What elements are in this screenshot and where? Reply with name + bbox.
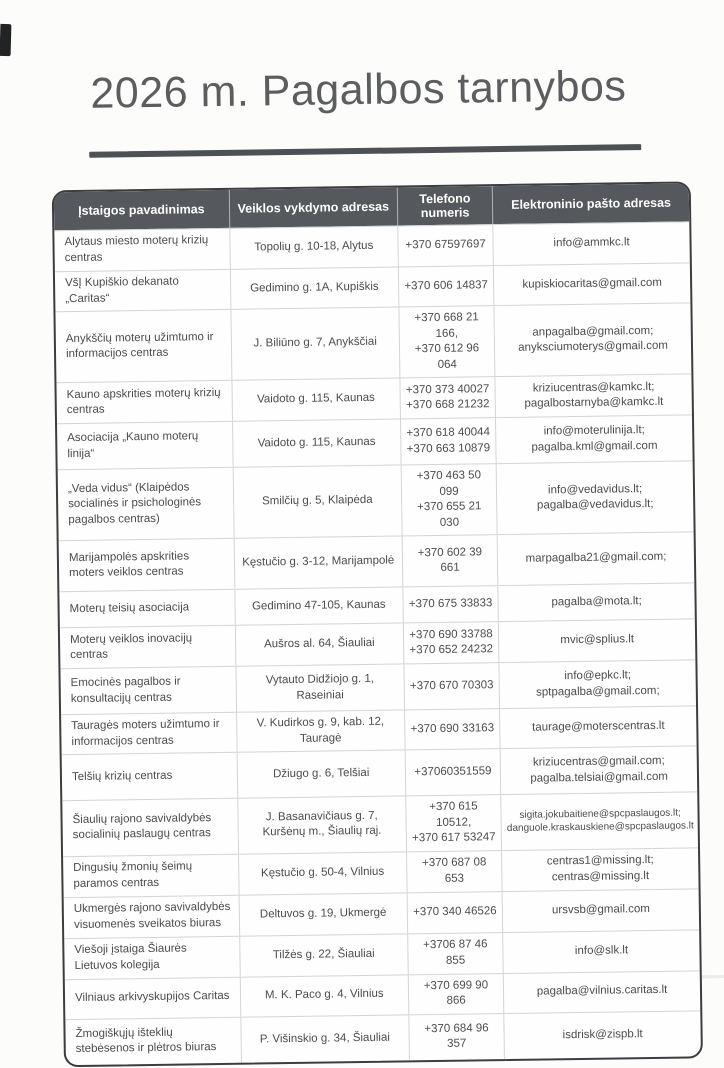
table-row [62,792,698,856]
cell-address: Vytauto Didžiojo g. 1, Raseiniai [235,665,404,712]
cell-phone: +370 373 40027 +370 668 21232 [399,377,495,418]
cell-address: Aušros al. 64, Šiauliai [234,624,403,666]
cell-name: Asociacija „Kauno moterų linija“ [67,430,199,460]
title-underline [89,144,641,158]
col-header-address: Veiklos vykdymo adresas [228,187,397,227]
cell-address: J. Biliūno g. 7, Anykščiai [230,307,399,379]
page-title: 2026 m. Pagalbos tarnybos [90,62,627,118]
cell-email: info@vedavidus.lt; pagalba@vedavidus.lt; [496,461,694,534]
cell-email: anpagalba@gmail.com; anyksciumoterys@gmail.com [494,303,692,376]
table-row [60,660,696,715]
cell-email: pagalba@mota.lt; [497,584,694,622]
cell-name: Kauno apskrities moterų krizių centras [66,386,221,417]
cell-address: Vaidoto g. 115, Kaunas [231,379,400,421]
cell-email: info@moterulinija.lt; pagalba.kml@gmail.com [495,415,692,463]
col-header-phone: Telefono numeris [397,186,493,225]
cell-name: Vilniaus arkivyskupijos Caritas [74,990,230,1005]
cell-address: Topolių g. 10-18, Alytus [229,226,398,268]
cell-address: M. K. Paco g. 4, Vilnius [239,975,408,1016]
cell-email: kupiskiocaritas@gmail.com [493,263,690,305]
cell-name: Ukmergės rajono savivaldybės visuomenės sveikatos biuras [73,901,231,931]
cell-address: P. Višinskio g. 34, Šiauliai [240,1015,409,1062]
cell-email: taurage@moterscentras.lt [499,707,696,749]
cell-phone: +370 668 21 166, +370 612 96 064 [398,306,494,377]
cell-name: Tauragės moters užimtumo ir informacijos centras [71,718,220,748]
cell-address: Vaidoto g. 115, Kaunas [232,420,401,467]
cell-email: ursvsb@gmail.com [502,889,699,932]
table-row [59,532,695,592]
table-row [55,302,691,382]
cell-address: Džiugo g. 6, Telšiai [236,751,405,798]
cell-name: Marijampolės apskrities moters veiklos centras [68,550,190,580]
cell-phone: +370 463 50 099 +370 655 21 030 [401,464,497,535]
cell-name: Telšių krizių centras [71,769,173,783]
cell-name: Žmogiškųjų išteklių stebėsenos ir plėtros biuras [75,1026,217,1056]
cell-phone: +370 690 33163 [404,709,500,749]
cell-phone: +37060351559 [405,749,501,795]
cell-email: kriziucentras@kamkc.lt; pagalbostarnyba@kamkc.lt [495,374,692,417]
cell-name: Moterų veiklos inovacijų centras [69,632,193,662]
cell-address: Smilčių g. 5, Klaipėda [232,466,401,538]
cell-phone: +370 699 90 866 [408,974,504,1014]
cell-phone: +3706 87 46 855 [407,933,503,974]
cell-email: sigita.jokubaitiene@spcpaslaugos.lt; danguole.kraskauskiene@spcpaslaugos.lt [500,793,699,850]
table-row [65,1010,701,1065]
cell-address: Kęstučio g. 3-12, Marijampolė [233,537,402,589]
cell-email: isdrisk@zispb.lt [503,1011,700,1059]
cell-name: Šiaulių rajono savivaldybės socialinių paslaugų centras [72,812,212,842]
cell-name: Moterų teisių asociacija [69,601,190,615]
cell-phone: +370 615 10512, +370 617 53247 [405,795,501,851]
cell-phone: +370 670 70303 [403,663,499,709]
cell-name: Viešoji įstaiga Šiaurės Lietuvos kolegija [74,942,187,972]
cell-address: Deltuvos g. 19, Ukmergė [238,893,407,935]
cell-address: J. Basanavičiaus g. 7, Kuršėnų m., Šiaulių raj. [237,797,406,854]
cell-phone: +370 687 08 653 [406,851,502,892]
cell-name: VšĮ Kupiškio dekanato „Caritas“ [64,275,179,305]
cell-address: Kęstučio g. 50-4, Vilnius [238,852,407,894]
table-row [58,460,694,540]
cell-address: V. Kudirkos g. 9, kab. 12, Tauragė [236,711,405,752]
cell-phone: +370 340 46526 [407,892,503,933]
cell-phone: +370 684 96 357 [408,1014,504,1060]
cell-name: Anykščių moterų užimtumo ir informacijos centras [65,330,214,361]
table-row [62,746,698,801]
cell-name: Dingusių žmonių šeimų paramos centras [73,860,193,890]
cell-phone: +370 618 40044 +370 663 10879 [400,418,496,464]
cell-email: mvic@splius.lt [498,620,695,663]
cell-email: info@ammkc.lt [492,222,689,265]
cell-phone: +370 690 33788 +370 652 24232 [403,622,499,663]
cell-address: Tilžės g. 22, Šiauliai [239,934,408,976]
cell-phone: +370 602 39 661 [402,535,498,586]
cell-name: „Veda vidus“ (Klaipėdos socialinės ir psichologinės pagalbos centras) [67,481,202,526]
cell-name: Alytaus miesto moterų krizių centras [64,234,209,265]
cell-name: Emocinės pagalbos ir konsultacijų centras [70,675,181,705]
cell-email: info@epkc.lt; sptpagalba@gmail.com; [499,661,696,709]
cell-email: pagalba@vilnius.caritas.lt [503,971,700,1013]
cell-phone: +370 606 14837 [398,266,494,306]
cell-email: marpagalba21@gmail.com; [497,533,695,586]
cell-phone: +370 675 33833 [402,586,498,622]
col-header-institution: Įstaigos pavadinimas [78,201,205,218]
cell-email: info@slk.lt [502,930,699,973]
help-services-table [52,181,703,1067]
col-header-email: Elektroninio pašto adresas [492,183,689,224]
table-row [57,414,693,469]
cell-address: Gedimino g. 1A, Kupiškis [230,267,399,308]
cell-email: centras1@missing.lt; centras@missing.lt [501,848,698,891]
cell-address: Gedimino 47-105, Kaunas [234,588,403,625]
cell-email: kriziucentras@gmail.com; pagalba.telsiai@gmail.com [500,747,697,795]
cell-phone: +370 67597697 [397,225,493,266]
